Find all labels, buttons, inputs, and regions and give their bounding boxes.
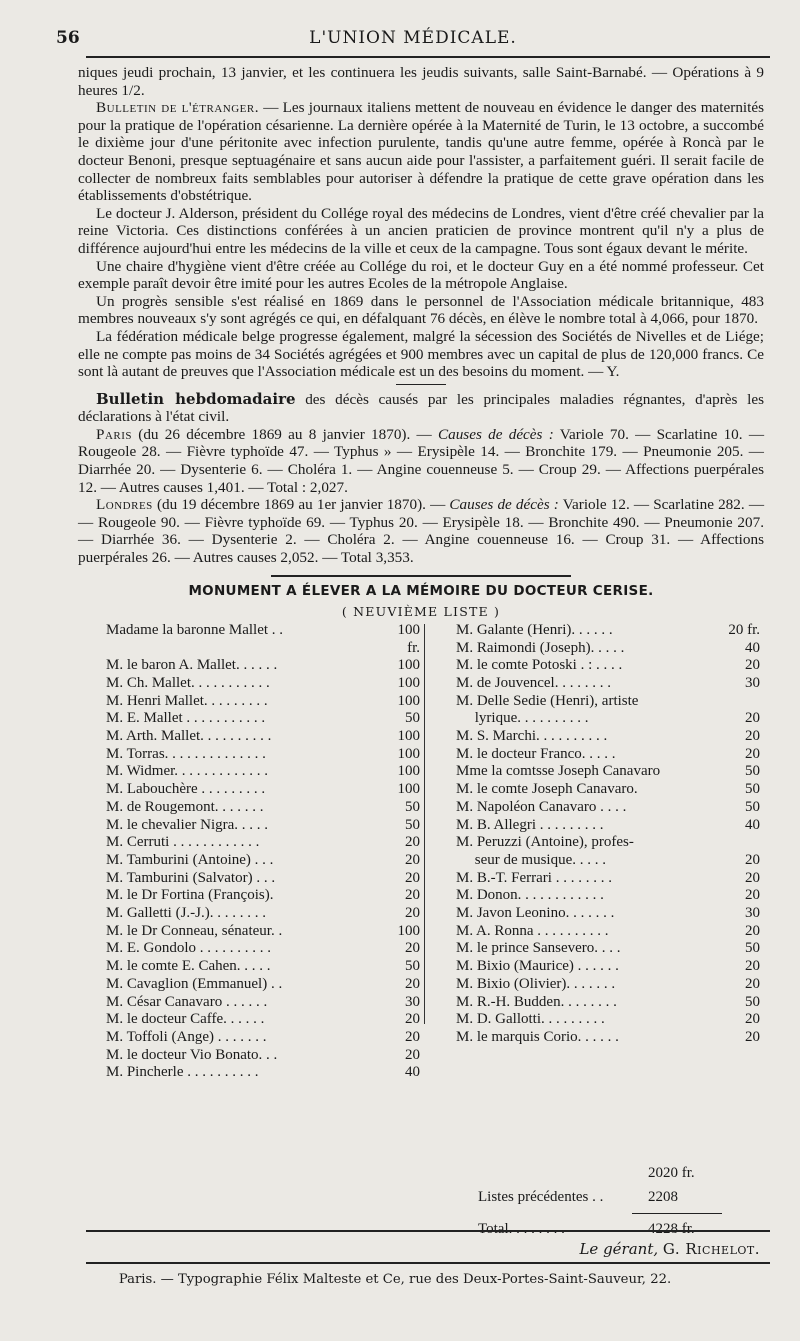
subscriber-row [456,958,760,976]
subscriber-name: M. R.-H. Budden. . . . . . . . [456,993,617,1010]
subscriber-amount: 50 [745,763,760,780]
previous-lists-amount: 2208 [648,1188,678,1205]
previous-lists-line [478,1185,758,1209]
subscriber-row [106,1064,428,1082]
subscriber-name: M. Tamburini (Antoine) . . . [106,851,274,868]
subscriber-row [106,781,428,799]
subscriber-row [106,763,428,781]
subscriber-name: M. le chevalier Nigra. . . . . [106,816,269,833]
subscriber-row [106,976,428,994]
subscriber-name: M. B.-T. Ferrari . . . . . . . . [456,869,612,886]
subscriber-row [456,834,760,869]
subscriber-amount: 100 [397,657,420,674]
subscriber-row [106,817,428,835]
subscriber-amount: 20 [405,975,420,992]
subscriber-row [106,693,428,711]
subscriber-amount: 40 [745,639,760,656]
etranger-paragraph-5: La fédération médicale belge progresse également, malgré la sécession des Sociétés de Nivelles et de Liége; elle ne compte pas moins de 34 Sociétés agrégées et 900 membres avec un capital de plus de 120,000 francs. Ce sont là autant de preuves que l'Association médicale est un des besoins du moment. — Y. [78,327,764,381]
subscriber-row [456,905,760,923]
subscriber-name: M. Delle Sedie (Henri), artiste lyrique. . . . . . . . . . [456,692,639,727]
subscriber-name: M. de Rougemont. . . . . . . [106,798,264,815]
subscriber-row [106,870,428,888]
subscriber-name: M. le comte Joseph Canavaro. [456,781,638,798]
subscriber-amount: 100 [397,728,420,745]
subscriber-row [106,994,428,1012]
subscriber-row [456,781,760,799]
subscriber-row [106,657,428,675]
section-divider [396,384,446,385]
subscriber-amount: 100 [397,781,420,798]
subscriber-name: M. le Dr Conneau, sénateur. . [106,922,283,939]
subscriber-row [106,1047,428,1065]
subscriber-name: M. le Dr Fortina (François). [106,887,274,904]
subscriber-row [456,640,760,658]
subscriber-row [106,675,428,693]
subscriber-name: M. Henri Mallet. . . . . . . . . [106,692,268,709]
intro-paragraph: niques jeudi prochain, 13 janvier, et les continuera les jeudis suivants, salle Saint-Barnabé. — Opérations à 9 heures 1/2. [78,64,764,99]
subscriber-amount: 20 [405,834,420,851]
subscriber-amount: 20 [745,1028,760,1045]
subscriber-amount: 20 [745,745,760,762]
subscriber-row [456,1029,760,1047]
subscriber-name: M. le baron A. Mallet. . . . . . [106,657,278,674]
subscriber-amount: 20 [745,851,760,868]
subscriber-amount: 20 [745,887,760,904]
gerant-signature: Le gérant, G. Richelot. [579,1240,760,1258]
article-body [78,64,764,1082]
etranger-paragraph-2: Le docteur J. Alderson, président du Collége royal des médecins de Londres, vient d'être créé chevalier par la reine Victoria. Ces distinctions conférées à un ancien praticien de province montrent qu'il n'y a plus de différence aujourd'hui entre les médecins de la ville et ceux de la campagne. Tous sont égaux devant le mérite. [78,204,764,257]
subscriber-amount: 50 [405,798,420,815]
header-rule [86,56,770,58]
monument-title: MONUMENT A ÉLEVER A LA MÉMOIRE DU DOCTEUR CERISE. [188,582,654,599]
subscriber-name: M. de Jouvencel. . . . . . . . [456,674,611,691]
subscriber-row [456,940,760,958]
subscriber-row [456,693,760,728]
subscriber-name: M. Pincherle . . . . . . . . . . [106,1064,259,1081]
subscriber-row [106,746,428,764]
left-subscriber-column [78,622,428,1082]
footer-rule-2 [86,1262,770,1264]
subscriber-amount: 20 [405,851,420,868]
subscriber-row [106,728,428,746]
subscriber-amount: 50 [745,993,760,1010]
subscriber-amount: 50 [745,940,760,957]
subscriber-amount: 50 [405,958,420,975]
subscriber-amount: 20 [405,1046,420,1063]
subscriber-amount: 20 [745,710,760,727]
subscriber-row [456,657,760,675]
subscriber-row [106,834,428,852]
subscription-lists [78,622,764,1082]
bulletin-intro: Bulletin hebdomadaire des décès causés par les principales maladies régnantes, d'après les déclarations à l'état civil. [78,389,764,426]
subscriber-row [106,852,428,870]
subscriber-amount: 50 [405,816,420,833]
subscriber-amount: 50 [405,710,420,727]
etranger-heading: Bulletin de l'étranger. [96,99,260,117]
subscriber-name: M. A. Ronna . . . . . . . . . . [456,922,609,939]
subscriber-row [456,994,760,1012]
total-line [478,1217,758,1241]
subscriber-name: M. Torras. . . . . . . . . . . . . . [106,745,266,762]
subscriber-name: M. Bixio (Olivier). . . . . . . [456,975,616,992]
subscriber-amount: 20 [405,869,420,886]
subscriber-amount: 20 [745,975,760,992]
subscriber-amount: 40 [745,816,760,833]
subscriber-name: M. César Canavaro . . . . . . [106,993,268,1010]
subscriber-row [456,799,760,817]
page-number: 56 [56,28,80,48]
subscriber-name: M. E. Mallet . . . . . . . . . . . [106,710,266,727]
subscriber-name: M. le prince Sansevero. . . . [456,940,621,957]
subscriber-name: Mme la comtsse Joseph Canavaro [456,763,661,780]
subscriber-row [106,1029,428,1047]
subscriber-amount: 20 [745,922,760,939]
monument-subtitle: ( NEUVIÈME LISTE ) [341,604,501,620]
subscriber-amount: 20 [405,905,420,922]
subscriber-amount: 20 [405,940,420,957]
running-header [56,26,770,52]
subscriber-amount: 30 [405,993,420,1010]
subscriber-name: M. Javon Leonino. . . . . . . [456,905,615,922]
subscriber-name: M. B. Allegri . . . . . . . . . [456,816,604,833]
subscriber-name: M. Toffoli (Ange) . . . . . . . [106,1028,267,1045]
subscriber-row [456,923,760,941]
subscriber-name: M. D. Gallotti. . . . . . . . . [456,1011,605,1028]
subscriber-name: M. Galante (Henri). . . . . . [456,621,613,638]
subscriber-name: M. Bixio (Maurice) . . . . . . [456,958,619,975]
subscriber-name: M. Napoléon Canavaro . . . . [456,798,627,815]
subscriber-amount: 40 [405,1064,420,1081]
previous-lists-label: Listes précédentes . . [478,1188,604,1205]
subscriber-name: M. Widmer. . . . . . . . . . . . . [106,763,269,780]
subscriber-amount: 20 [405,1028,420,1045]
subscriber-amount: 20 [745,657,760,674]
total-rule [632,1213,722,1214]
subscriber-amount: 100 [397,692,420,709]
footer-rule-1 [86,1230,770,1232]
subscriber-amount: 100 [397,763,420,780]
subscriber-row [106,710,428,728]
subscriber-amount: 50 [745,798,760,815]
subscriber-name: M. Labouchère . . . . . . . . . [106,781,266,798]
bulletin-title: Bulletin hebdomadaire [96,389,296,408]
bulletin-london: Londres (du 19 décembre 1869 au 1er janvier 1870). — Causes de décès : Variole 12. — Scarlatine 282. — — Rougeole 90. — Fièvre typhoïde 69. — Typhus 20. — Erysipèle 18. — Bronchite 490. — Pneumonie 207. — Diarrhée 36. — Dysenterie 2. — Choléra 2. — Angine couenneuse 16. — Croup 31. — Affections puerpérales 26. — Autres causes 2,052. — Total 3,353. [78,496,765,567]
etranger-paragraph-3: Une chaire d'hygiène vient d'être créée au Collége du roi, et le docteur Guy en a été nommé professeur. Cet exemple paraît devoir être imité pour les autres Ecoles de la métropole Anglaise. [78,257,764,293]
subscriber-row [456,728,760,746]
subscriber-name: M. Donon. . . . . . . . . . . . [456,887,604,904]
subscriber-amount: 20 [745,869,760,886]
subscriber-amount: 30 [745,905,760,922]
subscriber-row [106,923,428,941]
subscriber-name: M. Cerruti . . . . . . . . . . . . [106,834,260,851]
total-label: Total. . . . . . . . [478,1220,565,1237]
subscriber-amount: 20 [745,958,760,975]
subscriber-amount: 20 [745,728,760,745]
subscriber-amount: 20 [405,1011,420,1028]
journal-title: L'UNION MÉDICALE. [309,28,517,48]
subscriber-name: M. Arth. Mallet. . . . . . . . . . [106,728,272,745]
subscriber-amount: 100 fr. [397,621,420,656]
subscriber-amount: 20 [745,1011,760,1028]
total-amount: 4228 fr. [648,1220,695,1237]
subscriber-row [456,622,760,640]
subscriber-name: M. Cavaglion (Emmanuel) . . [106,975,283,992]
subscriber-row [106,799,428,817]
subscriber-row [106,940,428,958]
subscriber-row [456,746,760,764]
subscriber-name: M. Ch. Mallet. . . . . . . . . . . [106,674,270,691]
subscriber-name: M. le comte Potoski . : . . . . [456,657,623,674]
subscriber-row [456,976,760,994]
subscriber-amount: 100 [397,745,420,762]
subscriber-name: M. Peruzzi (Antoine), profes- seur de musique. . . . . [456,834,634,868]
subscriber-row [106,622,428,657]
subscriber-row [456,675,760,693]
subscriber-name: Madame la baronne Mallet . . [106,621,284,638]
subscriber-row [106,958,428,976]
subscriber-name: M. le docteur Vio Bonato. . . [106,1046,278,1063]
subscriber-name: M. Galletti (J.-J.). . . . . . . . [106,905,266,922]
subscriber-row [456,887,760,905]
subscriber-amount: 20 [405,887,420,904]
subscriber-name: M. Raimondi (Joseph). . . . . [456,639,625,656]
subscriber-name: M. le marquis Corio. . . . . . [456,1028,619,1045]
section-divider-2 [271,575,571,577]
subscriber-amount: 100 [397,674,420,691]
subscriber-name: M. le docteur Caffe. . . . . . [106,1011,265,1028]
bulletin-paris: Paris (du 26 décembre 1869 au 8 janvier 1870). — Causes de décès : Variole 70. — Scarlatine 10. — Rougeole 28. — Fièvre typhoïde 47. — Typhus » — Erysipèle 14. — Bronchite 179. — Pneumonie 205. — Diarrhée 20. — Dysenterie 6. — Choléra 1. — Angine couenneuse 5. — Croup 29. — Affections puerpérales 12. — Autres causes 1,401. — Total : 2,027. [78,425,765,496]
subscriber-row [456,870,760,888]
right-subscriber-column [428,622,760,1082]
subscriber-amount: 30 [745,674,760,691]
subscriber-amount: 50 [745,781,760,798]
subscriber-name: M. Tamburini (Salvator) . . . [106,869,276,886]
subscriber-row [456,763,760,781]
subscriber-name: M. S. Marchi. . . . . . . . . . [456,728,608,745]
subscriber-row [106,887,428,905]
subscriber-row [456,1011,760,1029]
subscriber-amount: 20 fr. [728,621,760,638]
etranger-paragraph-4: Un progrès sensible s'est réalisé en 1869 dans le personnel de l'Association médicale britannique, 483 membres nouveaux s'y sont agrégés ce qui, en défalquant 76 décès, en élève le nombre total à 4,066, pour 1870. [78,292,764,328]
printer-imprint: Paris. — Typographie Félix Malteste et Ce, rue des Deux-Portes-Saint-Sauveur, 22. [118,1272,672,1287]
subtotal-line [478,1161,758,1185]
subscriber-name: M. le docteur Franco. . . . . [456,745,616,762]
subscriber-name: M. E. Gondolo . . . . . . . . . . [106,940,271,957]
subscriber-row [456,817,760,835]
etranger-paragraph-1: Bulletin de l'étranger. — Les journaux italiens mettent de nouveau en évidence le danger des maternités pour la pratique de l'opération césarienne. La dernière opérée à la Maternité de Turin, le 13 octobre, a succombé le dixième jour d'une péritonite avec infection purulente, tandis qu'une autre femme, opérée à Roncà par le docteur Benoni, presque septuagénaire et sans aucun aide pour l'assister, a parfaitement guéri. Il serait facile de collecter de nombreux faits semblables pour autoriser à défendre la pratique de cette grave opération dans les établissements d'obstétrique. [78,99,765,205]
totals-block [478,1161,758,1241]
subscriber-amount: 100 [397,922,420,939]
subscriber-row [106,1011,428,1029]
subscriber-row [106,905,428,923]
subtotal-amount: 2020 fr. [648,1164,695,1181]
subscriber-name: M. le comte E. Cahen. . . . . [106,958,271,975]
